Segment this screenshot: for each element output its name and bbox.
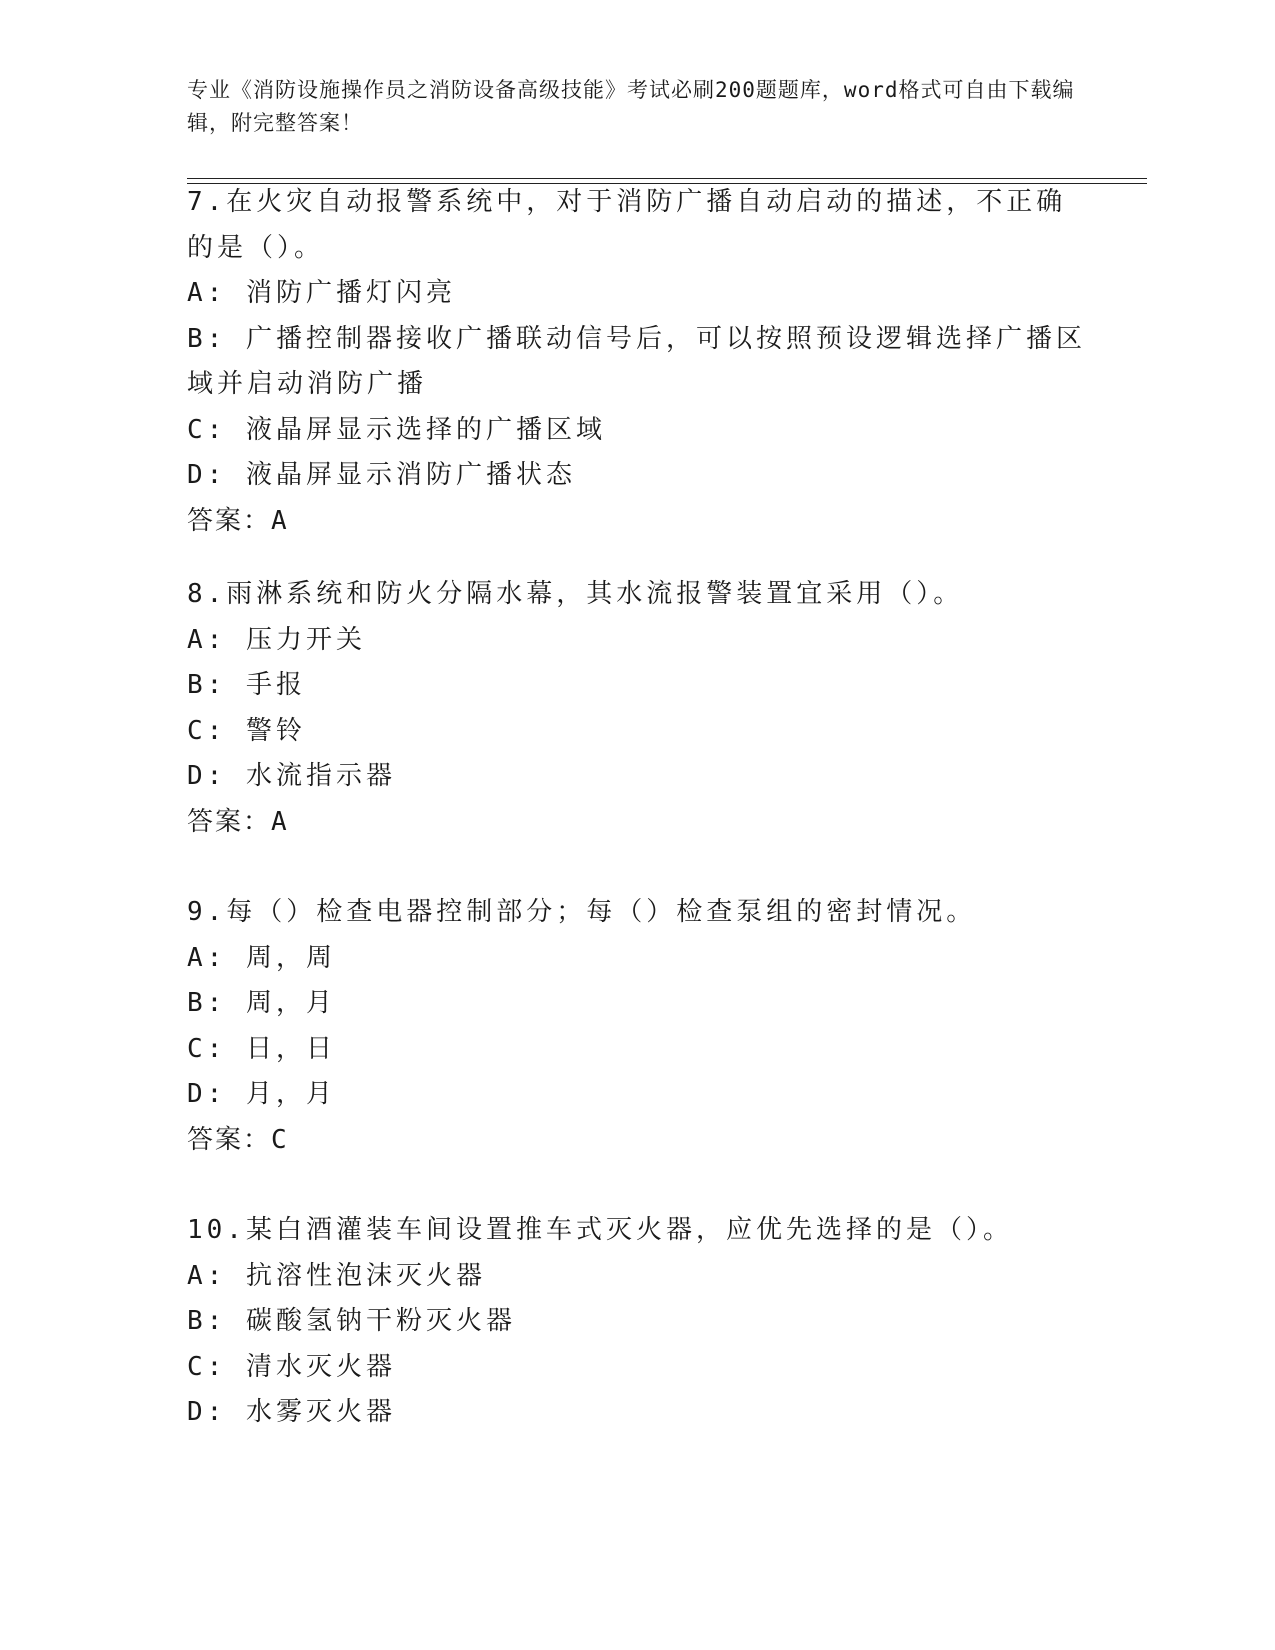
option-a: A: 抗溶性泡沫灭火器 (187, 1260, 486, 1291)
question-stem: 7.在火灾自动报警系统中，对于消防广播自动启动的描述，不正确的是（）。 (187, 187, 1067, 263)
answer: 答案：C (187, 1124, 291, 1155)
option-d: D: 水流指示器 (187, 761, 396, 791)
question-10 (187, 1208, 1087, 1436)
option-d: D: 水雾灭火器 (187, 1397, 396, 1427)
option-c: C: 日，日 (187, 1033, 336, 1064)
option-d: D: 液晶屏显示消防广播状态 (187, 460, 576, 490)
option-a: A: 消防广播灯闪亮 (187, 278, 456, 308)
answer: 答案：A (187, 806, 291, 837)
option-b: B: 碳酸氢钠干粉灭火器 (187, 1306, 516, 1336)
option-c: C: 液晶屏显示选择的广播区域 (187, 414, 606, 445)
header-divider-top (187, 178, 1147, 179)
header-text: 专业《消防设施操作员之消防设备高级技能》考试必刷200题题库，word格式可自由下载编辑，附完整答案！ (187, 78, 1075, 135)
option-b: B: 广播控制器接收广播联动信号后，可以按照预设逻辑选择广播区域并启动消防广播 (187, 323, 1086, 399)
document-header (187, 74, 1087, 140)
question-8 (187, 572, 1087, 845)
option-b: B: 周，月 (187, 988, 336, 1018)
option-d: D: 月，月 (187, 1079, 336, 1109)
question-9 (187, 890, 1087, 1163)
question-stem: 10.某白酒灌装车间设置推车式灭火器，应优先选择的是（）。 (187, 1215, 1013, 1245)
option-c: C: 警铃 (187, 715, 306, 746)
question-stem: 8.雨淋系统和防火分隔水幕，其水流报警装置宜采用（）。 (187, 579, 964, 609)
option-a: A: 压力开关 (187, 624, 366, 655)
answer: 答案：A (187, 505, 291, 536)
option-b: B: 手报 (187, 670, 306, 700)
question-stem: 9.每（）检查电器控制部分；每（）检查泵组的密封情况。 (187, 897, 977, 927)
question-7 (187, 180, 1087, 544)
option-a: A: 周，周 (187, 942, 336, 973)
option-c: C: 清水灭火器 (187, 1351, 396, 1382)
